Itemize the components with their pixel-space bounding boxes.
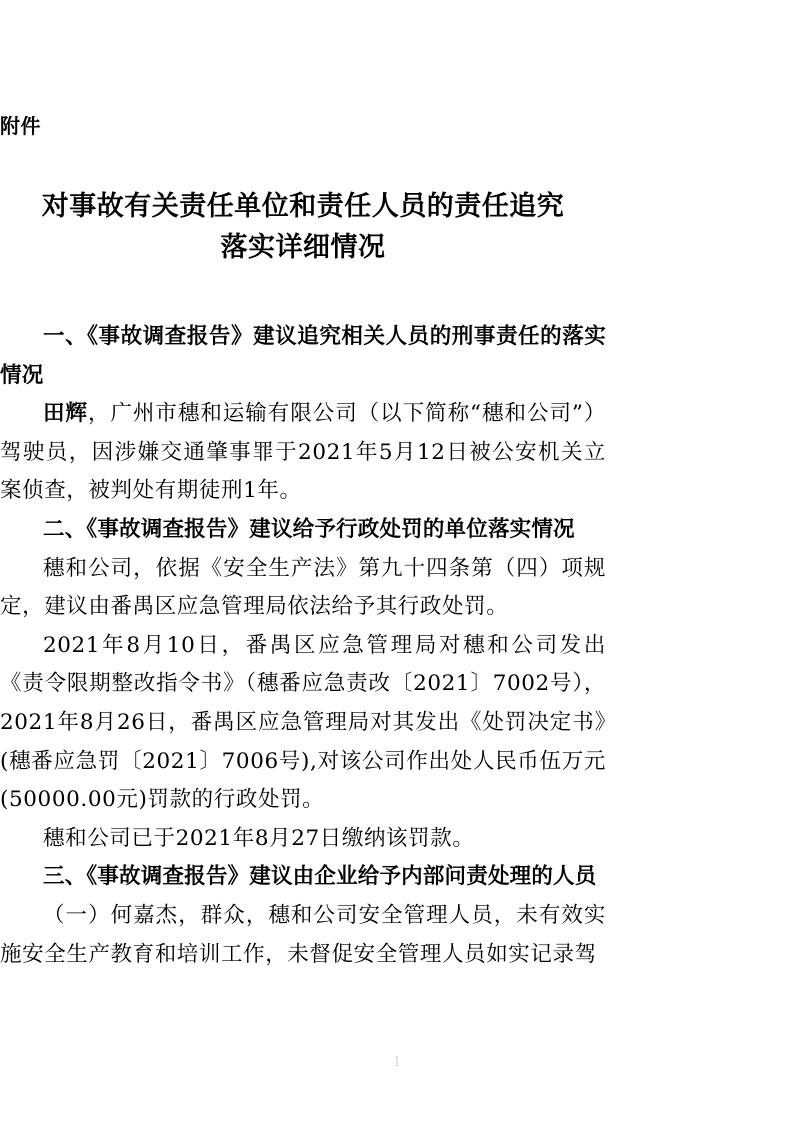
page-title-line-1: 对事故有关责任单位和责任人员的责任追究	[41, 191, 565, 222]
section-heading-1: 一、《事故调查报告》建议追究相关人员的刑事责任的落实情况	[0, 324, 606, 388]
attachment-label: 附件	[0, 114, 41, 138]
section-heading-2: 二、《事故调查报告》建议给予行政处罚的单位落实情况	[43, 516, 575, 542]
section-1-paragraph-1	[0, 395, 606, 511]
page-title	[0, 186, 606, 268]
section-2-paragraph-2: 2021年8月10日，番禺区应急管理局对穗和公司发出《责令限期整改指令书》（穗番应急责改〔2021〕7002号），2021年8月26日，番禺区应急管理局对其发出《处罚决定书》(穗番应急罚〔2021〕7006号),对该公司作出处人民币伍万元(50000.00元)罚款的行政处罚。	[0, 632, 606, 813]
section-1-paragraph-1-text: ，广州市穗和运输有限公司（以下简称“穗和公司”）驾驶员，因涉嫌交通肇事罪于2021年5月12日被公安机关立案侦查，被判处有期徒刑1年。	[0, 401, 606, 504]
person-name-tianhui: 田辉	[43, 401, 88, 427]
section-heading-3: 三、《事故调查报告》建议由企业给予内部问责处理的人员	[43, 864, 597, 890]
page-number: 1	[392, 1055, 402, 1070]
document-body	[0, 318, 606, 974]
page-title-line-2: 落实详细情况	[220, 232, 386, 263]
section-2-paragraph-1: 穗和公司，依据《安全生产法》第九十四条第（四）项规定，建议由番禺区应急管理局依法给予其行政处罚。	[0, 555, 606, 620]
section-2-paragraph-3: 穗和公司已于2021年8月27日缴纳该罚款。	[43, 825, 475, 851]
section-3-paragraph-1: （一）何嘉杰，群众，穗和公司安全管理人员，未有效实施安全生产教育和培训工作，未督促安全管理人员如实记录驾	[0, 902, 606, 967]
